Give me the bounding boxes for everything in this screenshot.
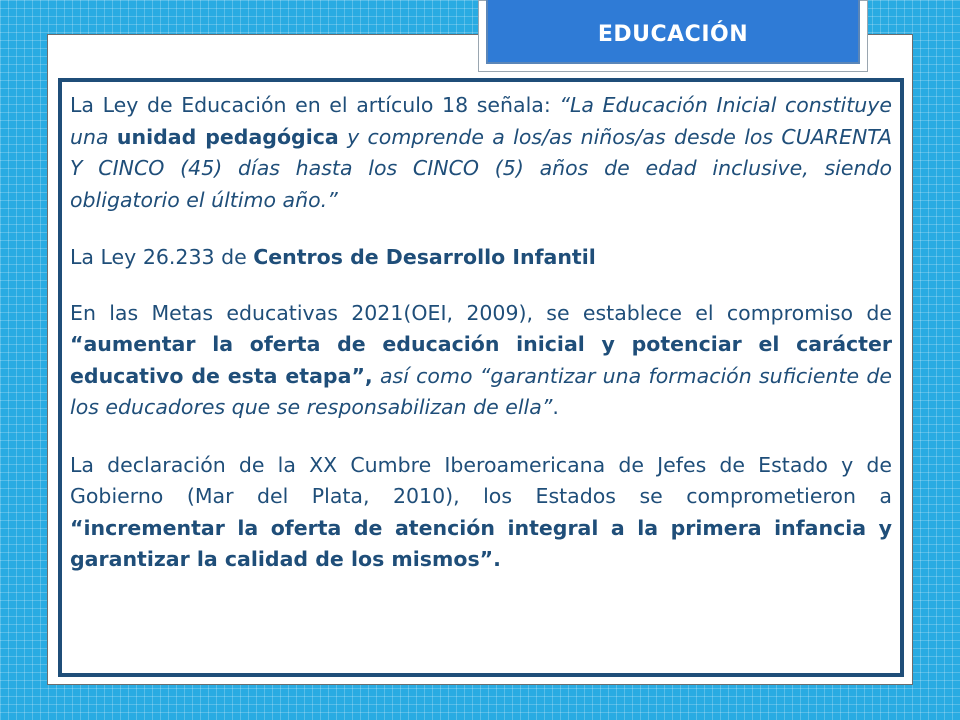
p1-quote-b: y comprende a los/as niños/as desde los CUARENTA Y CINCO (45) días hasta los CINCO (5) años de edad inclusive, siendo obligatorio el último año.” xyxy=(70,124,892,212)
p4-bold: “incrementar la oferta de atención integral a la primera infancia y garantizar la calidad de los mismos”. xyxy=(70,515,892,571)
p1-intro: La Ley de Educación en el artículo 18 señala: xyxy=(70,93,560,117)
text-area xyxy=(70,90,892,576)
p3-bold: “aumentar la oferta de educación inicial y potenciar el carácter educativo de esta etapa”, xyxy=(70,332,892,388)
title-tab xyxy=(478,0,868,72)
paragraph-ley-26233 xyxy=(70,242,892,274)
p2-bold: Centros de Desarrollo Infantil xyxy=(253,245,596,269)
p3-italic: así como “garantizar una formación suficiente de los educadores que se responsabilizan de ella” xyxy=(70,363,892,419)
paragraph-ley-educacion xyxy=(70,90,892,216)
paragraph-cumbre-iberoamericana xyxy=(70,450,892,576)
p4-intro: La declaración de la XX Cumbre Iberoamericana de Jefes de Estado y de Gobierno (Mar del Plata, 2010), los Estados se comprometieron a xyxy=(70,452,892,508)
paragraph-metas-educativas xyxy=(70,298,892,424)
p3-intro: En las Metas educativas 2021(OEI, 2009), se establece el compromiso de xyxy=(70,300,892,325)
page-title: EDUCACIÓN xyxy=(597,21,749,47)
p2-intro: La Ley 26.233 de xyxy=(70,245,254,269)
p1-quote-a: “La Educación Inicial constituye una xyxy=(70,93,892,149)
p1-bold: unidad pedagógica xyxy=(116,124,339,149)
p3-end: . xyxy=(552,395,559,419)
title-banner xyxy=(486,0,860,64)
